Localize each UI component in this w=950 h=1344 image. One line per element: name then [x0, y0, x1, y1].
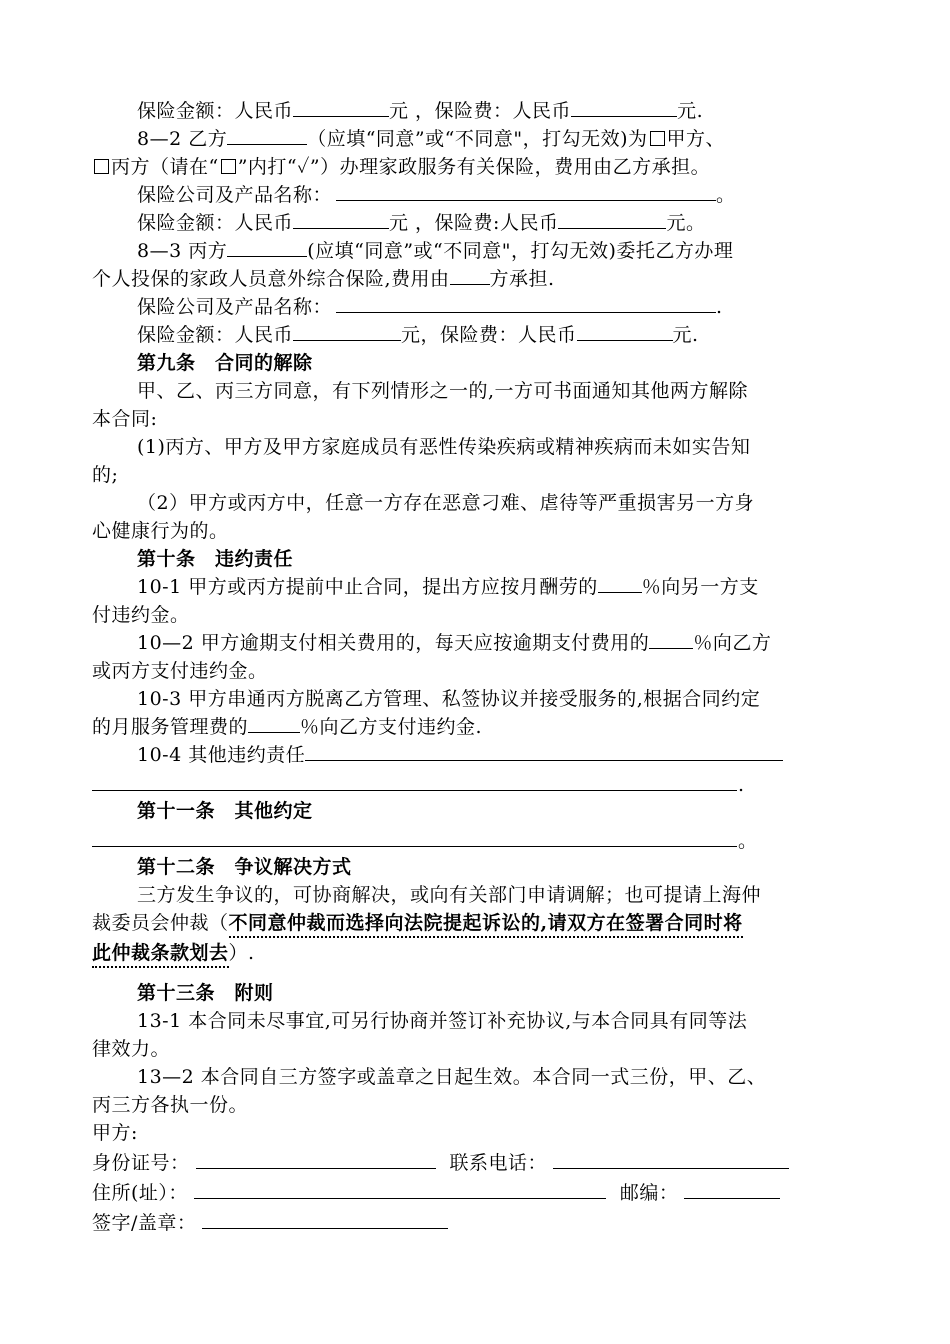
party-a-label: 甲方:: [92, 1122, 138, 1144]
clause-10-2: [137, 630, 950, 656]
label: ％向乙方: [693, 632, 772, 654]
label: 8—3 丙方: [137, 240, 228, 262]
blank-field[interactable]: [649, 630, 693, 649]
label: .: [716, 296, 723, 318]
label: 。: [716, 184, 736, 206]
heading-article-11: 第十一条 其他约定: [137, 800, 313, 822]
phone-field[interactable]: [553, 1150, 789, 1169]
clause-8-3-cont: [92, 266, 950, 292]
label: 的月服务管理费的: [92, 716, 249, 738]
blank-field[interactable]: [558, 210, 666, 229]
clause-8-2-cont: [92, 154, 950, 180]
paragraph: 律效力。: [92, 1038, 171, 1060]
paragraph: 心健康行为的。: [92, 520, 229, 542]
label: 邮编：: [619, 1182, 679, 1204]
heading-article-10: 第十条 违约责任: [137, 548, 294, 570]
label: 甲方、: [666, 128, 726, 150]
label: 元。: [666, 212, 706, 234]
insurance-amount-line-3: [137, 322, 950, 348]
blank-field[interactable]: [293, 98, 389, 117]
label: 元，保险费：人民币: [401, 324, 577, 346]
blank-field[interactable]: [571, 98, 677, 117]
paragraph: 13—2 本合同自三方签字或盖章之日起生效。本合同一式三份，甲、乙、: [137, 1066, 767, 1088]
insurer-name-line-1: [137, 182, 950, 208]
label: 10-1 甲方或丙方提前中止合同，提出方应按月酬劳的: [137, 576, 598, 598]
label: 身份证号：: [92, 1152, 190, 1174]
blank-field[interactable]: [293, 210, 389, 229]
blank-field[interactable]: [305, 742, 783, 761]
label: ”内打“✓”）办理家政服务有关保险，费用由乙方承担。: [237, 156, 711, 178]
label: （应填“同意”或“不同意"，打勾无效)为: [307, 128, 648, 150]
label: 裁委员会仲裁（: [92, 912, 229, 934]
label: 元.: [672, 324, 699, 346]
label: 丙方（请在“: [111, 156, 219, 178]
blank-field[interactable]: [227, 238, 307, 257]
label: 元 ，保险费:人民币: [389, 212, 559, 234]
emphasis-text: 此仲裁条款划去: [92, 942, 229, 968]
clause-10-1: [137, 574, 950, 600]
paragraph: 三方发生争议的，可协商解决，或向有关部门申请调解；也可提请上海仲: [137, 884, 762, 906]
clause-8-2-line: [137, 126, 950, 152]
label: 保险公司及产品名称：: [137, 184, 333, 206]
label: 10—2 甲方逾期支付相关费用的，每天应按逾期支付费用的: [137, 632, 650, 654]
address-zip-line: [92, 1180, 950, 1206]
insurance-amount-line-1: [137, 98, 950, 124]
insurer-name-line-2: [137, 294, 950, 320]
paragraph: (1)丙方、甲方及甲方家庭成员有恶性传染疾病或精神疾病而未如实告知: [137, 436, 751, 458]
period: 。: [738, 830, 758, 852]
blank-field[interactable]: [336, 182, 716, 201]
blank-field[interactable]: [598, 574, 642, 593]
blank-field[interactable]: [293, 322, 401, 341]
arbitration-line-cont: [92, 940, 950, 966]
blank-field[interactable]: [577, 322, 673, 341]
label: 个人投保的家政人员意外综合保险,费用由: [92, 268, 450, 290]
blank-line[interactable]: [92, 790, 737, 791]
blank-field[interactable]: [227, 126, 307, 145]
paragraph: 本合同:: [92, 408, 158, 430]
paragraph: 或丙方支付违约金。: [92, 660, 268, 682]
paragraph: 丙三方各执一份。: [92, 1094, 249, 1116]
emphasis-text: 不同意仲裁而选择向法院提起诉讼的,请双方在签署合同时将: [229, 912, 743, 938]
label: ％向另一方支: [641, 576, 759, 598]
label: ％向乙方支付违约金.: [300, 716, 483, 738]
insurance-amount-line-2: [137, 210, 950, 236]
signature-line: [92, 1210, 950, 1236]
blank-field[interactable]: [248, 714, 300, 733]
paragraph: （2）甲方或丙方中，任意一方存在恶意刁难、虐待等严重损害另一方身: [137, 492, 755, 514]
label: 联系电话：: [449, 1152, 548, 1174]
arbitration-line: [92, 910, 950, 936]
label: 10-4 其他违约责任: [137, 744, 306, 766]
label: 保险金额：人民币: [137, 324, 294, 346]
label: 签字/盖章：: [92, 1212, 197, 1234]
label: 元 ，保险费：人民币: [389, 100, 572, 122]
label: 住所(址）：: [92, 1182, 188, 1204]
label: 保险金额：人民币: [137, 100, 294, 122]
heading-article-9: 第九条 合同的解除: [137, 352, 313, 374]
clause-8-3-line: [137, 238, 950, 264]
label: ）.: [228, 942, 255, 964]
paragraph: 付违约金。: [92, 604, 190, 626]
blank-line[interactable]: [92, 846, 737, 847]
id-phone-line: [92, 1150, 950, 1176]
id-number-field[interactable]: [196, 1150, 436, 1169]
label: 方承担.: [489, 268, 555, 290]
signature-field[interactable]: [202, 1210, 448, 1229]
checkbox-icon: [221, 159, 236, 174]
blank-field[interactable]: [336, 294, 716, 313]
clause-10-3-cont: [92, 714, 950, 740]
label: (应填“同意”或“不同意"，打勾无效)委托乙方办理: [307, 240, 734, 262]
clause-10-4: [137, 742, 950, 768]
blank-field[interactable]: [450, 266, 490, 285]
label: 元.: [677, 100, 704, 122]
address-field[interactable]: [194, 1180, 606, 1199]
checkbox-icon[interactable]: [650, 131, 665, 146]
paragraph: 10-3 甲方串通丙方脱离乙方管理、私签协议并接受服务的,根据合同约定: [137, 688, 761, 710]
label: 8—2 乙方: [137, 128, 228, 150]
checkbox-icon[interactable]: [94, 159, 109, 174]
zipcode-field[interactable]: [684, 1180, 780, 1199]
paragraph: 13-1 本合同未尽事宜,可另行协商并签订补充协议,与本合同具有同等法: [137, 1010, 748, 1032]
heading-article-12: 第十二条 争议解决方式: [137, 856, 352, 878]
paragraph: 甲、乙、丙三方同意，有下列情形之一的,一方可书面通知其他两方解除: [137, 380, 749, 402]
label: 保险公司及产品名称：: [137, 296, 333, 318]
heading-article-13: 第十三条 附则: [137, 982, 274, 1004]
period: .: [738, 774, 745, 796]
label: 保险金额：人民币: [137, 212, 294, 234]
paragraph: 的;: [92, 464, 119, 486]
